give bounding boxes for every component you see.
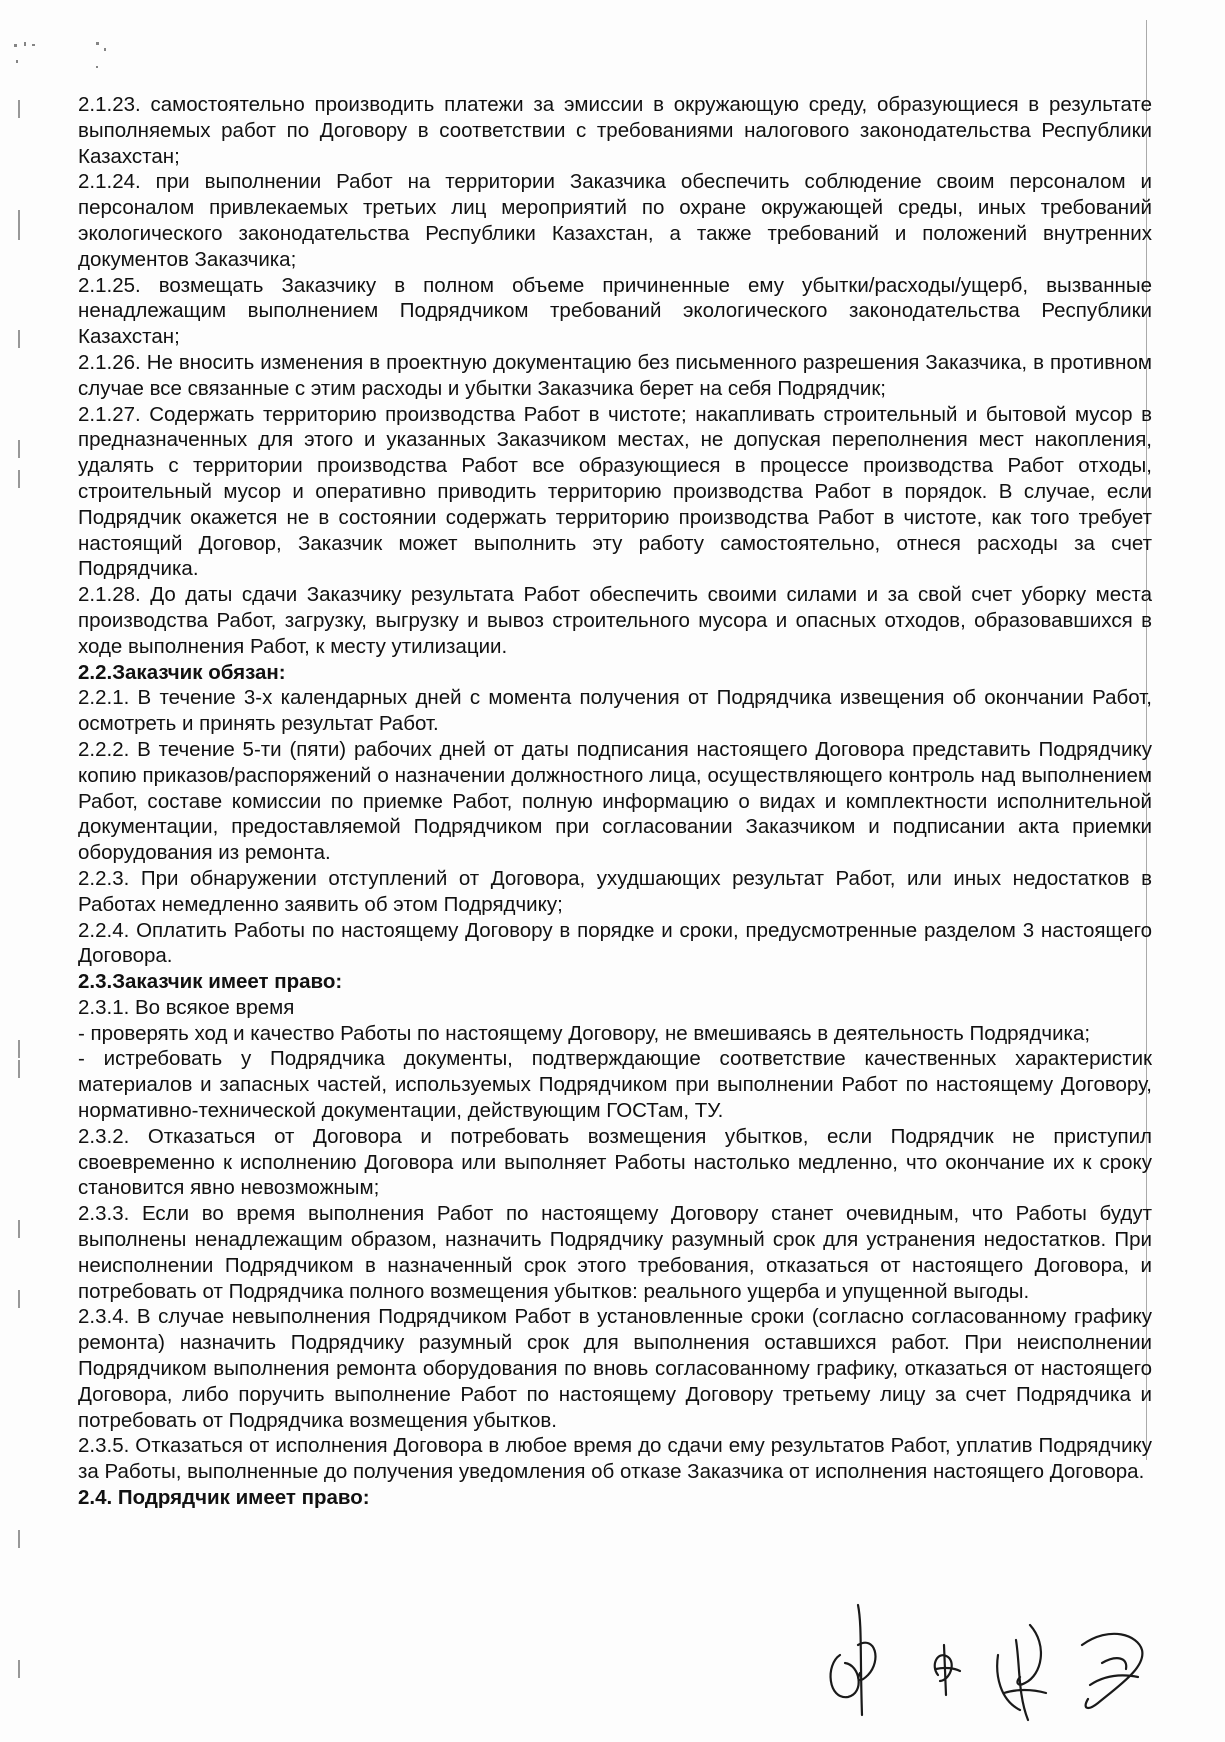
clause-paragraph: 2.2.2. В течение 5-ти (пяти) рабочих дней от даты подписания настоящего Договора представить Подрядчику копию приказов/распоряжений о назначении должностного лица, осуществляющего контроль над выполнением Работ, составе комиссии по приемке Работ, полную информацию о видах и комплектности исполнительной документации, предоставляемой Подрядчиком при согласовании Заказчиком и подписании акта приемки оборудования из ремонта. [78,737,1152,865]
binder-edge-mark [18,1530,20,1548]
clause-paragraph: 2.3.1. Во всякое время [78,995,295,1019]
clause-paragraph: - проверять ход и качество Работы по настоящему Договору, не вмешиваясь в деятельность Подрядчика; [78,1021,1091,1045]
binder-edge-mark [18,1040,20,1058]
section-heading: 2.2.Заказчик обязан: [78,660,286,684]
clause-paragraph: 2.2.4. Оплатить Работы по настоящему Договору в порядке и сроки, предусмотренные разделом 3 настоящего Договора. [78,918,1152,968]
scan-speck [96,42,99,45]
clause-paragraph: 2.1.25. возмещать Заказчику в полном объеме причиненные ему убытки/расходы/ущерб, вызванные ненадлежащим выполнением Подрядчиком требований экологического законодательства Республики Казахстан; [78,273,1152,349]
clause-paragraph: 2.2.1. В течение 3-х календарных дней с момента получения от Подрядчика извещения об окончании Работ, осмотреть и принять результат Работ. [78,686,1152,736]
document-body [78,92,1152,1511]
scan-speck [104,48,106,51]
clause-paragraph: - истребовать у Подрядчика документы, подтверждающие соответствие качественных характеристик материалов и запасных частей, используемых Подрядчиком при выполнении Работ по настоящему Договору, нормативно-технической документации, действующим ГОСТам, ТУ. [78,1047,1152,1123]
section-heading: 2.4. Подрядчик имеет право: [78,1486,370,1510]
binder-edge-mark [18,1660,20,1678]
scan-speck [14,44,17,47]
scan-speck [96,66,98,68]
section-heading: 2.3.Заказчик имеет право: [78,970,343,994]
binder-edge-mark [18,1060,20,1078]
clause-paragraph: 2.1.24. при выполнении Работ на территории Заказчика обеспечить соблюдение своим персоналом и персоналом привлекаемых третьих лиц мероприятий по охране окружающей среды, иных требований экологического законодательства Республики Казахстан, а также требований и положений внутренних документов Заказчика; [78,170,1152,271]
signatures-icon [820,1585,1160,1725]
scan-speck [24,42,26,46]
binder-edge-mark [18,210,20,240]
clause-paragraph: 2.1.27. Содержать территорию производства Работ в чистоте; накапливать строительный и бытовой мусор в предназначенных для этого и указанных Заказчиком местах, не допуская переполнения мест накопления, удалять с территории производства Работ все образующиеся в процессе производства Работ отходы, строительный мусор и оперативно приводить территорию производства Работ в порядок. В случае, если Подрядчик окажется не в состоянии содержать территорию производства Работ в чистоте, как того требует настоящий Договор, Заказчик может выполнить эту работу самостоятельно, отнеся расходы за счет Подрядчика. [78,402,1152,581]
clause-paragraph: 2.3.4. В случае невыполнения Подрядчиком Работ в установленные сроки (согласно согласованному графику ремонта) назначить Подрядчику разумный срок для выполнения оставшихся работ. При неисполнении Подрядчиком выполнения ремонта оборудования по вновь согласованному графику, отказаться от настоящего Договора, либо поручить выполнение Работ по настоящему Договору третьему лицу за счет Подрядчика и потребовать от Подрядчика возмещения убытков. [78,1305,1152,1432]
clause-paragraph: 2.1.28. До даты сдачи Заказчику результата Работ обеспечить своими силами и за свой счет уборку места производства Работ, загрузку, выгрузку и вывоз строительного мусора и опасных отходов, образовавшихся в ходе выполнения Работ, к месту утилизации. [78,583,1152,658]
binder-edge-mark [18,440,20,458]
clause-paragraph: 2.3.3. Если во время выполнения Работ по настоящему Договору станет очевидным, что Работы будут выполнены ненадлежащим образом, назначить Подрядчику разумный срок для устранения недостатков. При неисполнении Подрядчиком в назначенный срок этого требования, отказаться от настоящего Договора, и потребовать от Подрядчика полного возмещения убытков: реального ущерба и упущенной выгоды. [78,1202,1152,1303]
binder-edge-mark [18,100,20,118]
clause-paragraph: 2.2.3. При обнаружении отступлений от Договора, ухудшающих результат Работ, или иных недостатков в Работах немедленно заявить об этом Подрядчику; [78,866,1152,916]
scan-speck [16,60,18,63]
binder-edge-mark [18,1220,20,1238]
binder-edge-mark [18,330,20,348]
clause-paragraph: 2.3.5. Отказаться от исполнения Договора в любое время до сдачи ему результатов Работ, уплатив Подрядчику за Работы, выполненные до получения уведомления об отказе Заказчика от исполнения настоящего Договора. [78,1434,1152,1484]
clause-paragraph: 2.1.26. Не вносить изменения в проектную документацию без письменного разрешения Заказчика, в противном случае все связанные с этим расходы и убытки Заказчика берет на себя Подрядчик; [78,350,1152,400]
binder-edge-mark [18,470,20,488]
clause-paragraph: 2.1.23. самостоятельно производить платежи за эмиссии в окружающую среду, образующиеся в результате выполняемых работ по Договору в соответствии с требованиями налогового законодательства Республики Казахстан; [78,93,1152,168]
scan-speck [32,44,35,46]
handwritten-signatures [820,1585,1160,1725]
clause-paragraph: 2.3.2. Отказаться от Договора и потребовать возмещения убытков, если Подрядчик не приступил своевременно к исполнению Договора или выполняет Работы настолько медленно, что окончание их к сроку становится явно невозможным; [78,1124,1152,1200]
binder-edge-mark [18,1290,20,1308]
